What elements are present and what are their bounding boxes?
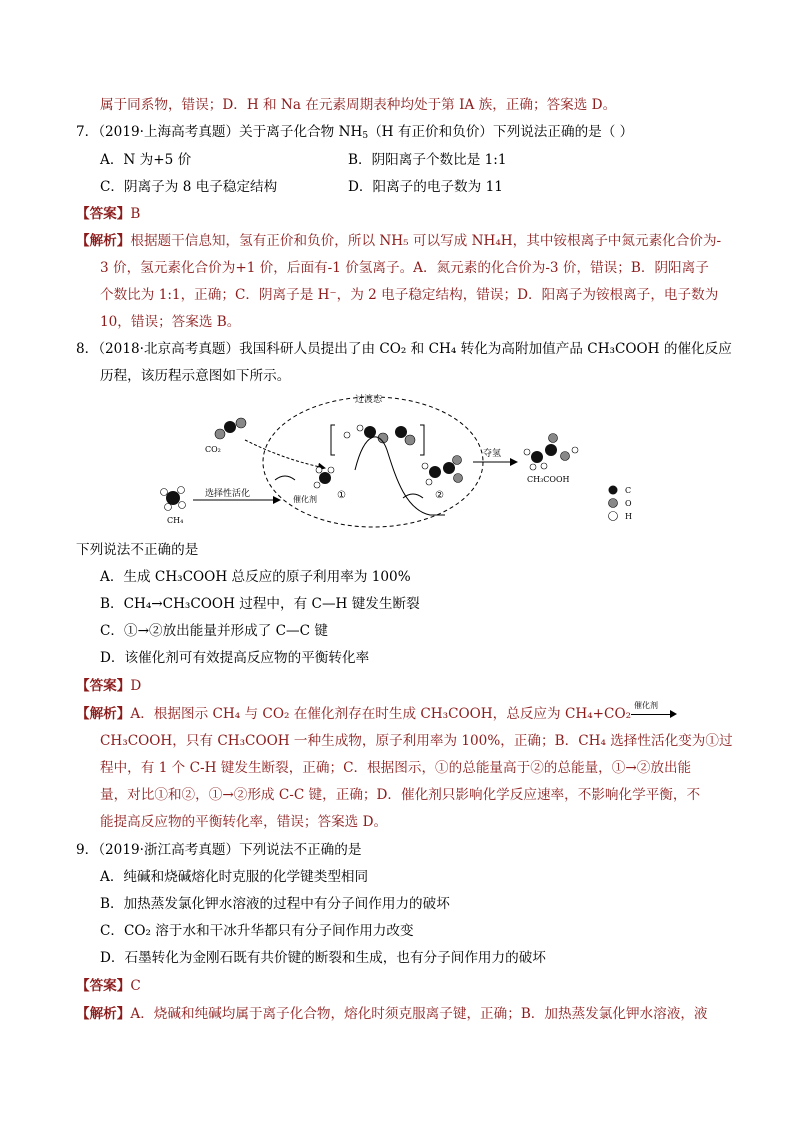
ch3cooh-molecule: [524, 434, 578, 471]
q8-option-c: C．①→②放出能量并形成了 C—C 键: [100, 623, 328, 639]
q8-option-d: D．该催化剂可有效提高反应物的平衡转化率: [100, 650, 370, 666]
q7-explanation-3: 个数比为 1:1，正确；C．阴离子是 H⁻，为 2 电子稳定结构，错误；D．阳离子为铵根离子，电子数为: [100, 287, 719, 303]
catalyst-reaction-arrow: 催化剂: [631, 705, 677, 719]
q7-explanation-4: 10，错误；答案选 B。: [100, 314, 241, 330]
legend-c: C: [625, 486, 632, 495]
step-2-label: ②: [435, 490, 444, 501]
reaction-mechanism-diagram: [155, 390, 640, 530]
h-abstraction-label: 夺氢: [483, 449, 502, 459]
co2-label: CO₂: [205, 445, 221, 454]
q8-answer: 【答案】D: [76, 678, 142, 694]
co2-molecule: [215, 418, 246, 439]
transition-state-label: 过渡态: [355, 395, 383, 405]
selective-activation-label: 选择性活化: [205, 489, 251, 499]
q8-explanation-2: CH₃COOH，只有 CH₃COOH 一种生成物，原子利用率为 100%，正确；B．CH₄ 选择性活化变为①过: [100, 733, 733, 749]
q8-option-b: B．CH₄→CH₃COOH 过程中，有 C—H 键发生断裂: [100, 596, 420, 612]
q8-explanation-5: 能提高反应物的平衡转化率，错误；答案选 D。: [100, 814, 388, 830]
transition-region-ellipse: [263, 397, 483, 527]
q9-answer: 【答案】C: [76, 978, 141, 994]
q7-explanation-2: 3 价，氢元素化合价为+1 价，后面有-1 价氢离子。A．氮元素的化合价为-3 价，错误；B．阴阳离子: [100, 260, 709, 276]
atom-legend: [609, 486, 618, 521]
q9-option-c: C．CO₂ 溶于水和干冰升华都只有分子间作用力改变: [100, 923, 414, 939]
prev-explanation-end: 属于同系物，错误；D．H 和 Na 在元素周期表种均处于第 IA 族，正确；答案选 D。: [100, 97, 617, 113]
ch3cooh-label: CH₃COOH: [527, 475, 570, 484]
q7-option-c: C．阴离子为 8 电子稳定结构: [100, 179, 278, 195]
q9-option-b: B．加热蒸发氯化钾水溶液的过程中有分子间作用力的破坏: [100, 896, 450, 912]
q9-explanation-1: 【解析】A．烧碱和纯碱均属于离子化合物，熔化时须克服离子键，正确；B．加热蒸发氯化钾水溶液，液: [76, 1006, 708, 1022]
q9-option-d: D．石墨转化为金刚石既有共价键的断裂和生成，也有分子间作用力的破坏: [100, 950, 546, 966]
intermediate-1: [275, 467, 334, 488]
q7-explanation-1: 【解析】根据题干信息知，氢有正价和负价，所以 NH₅ 可以写成 NH₄H，其中铵根离子中氮元素化合价为-: [76, 233, 722, 249]
q7-option-a: A．N 为+5 价: [100, 152, 192, 168]
q7-answer: 【答案】B: [76, 206, 141, 222]
legend-h: H: [625, 512, 632, 521]
q8-explanation-3: 程中，有 1 个 C-H 键发生断裂，正确；C．根据图示，①的总能量高于②的总能量，①→②放出能: [100, 760, 692, 776]
q8-stem-2: 历程，该历程示意图如下所示。: [100, 368, 291, 384]
ch4-molecule: [161, 487, 186, 511]
q8-explanation-1: 【解析】A．根据图示 CH₄ 与 CO₂ 在催化剂存在时生成 CH₃COOH，总反应为 CH₄+CO₂ 催化剂: [76, 704, 677, 724]
q8-question: 下列说法不正确的是: [76, 542, 199, 558]
q8-stem-1: 8．（2018·北京高考真题）我国科研人员提出了由 CO₂ 和 CH₄ 转化为高附加值产品 CH₃COOH 的催化反应: [76, 341, 732, 357]
ch4-label: CH₄: [167, 516, 184, 525]
q7-option-b: B．阴阳离子个数比是 1:1: [348, 152, 507, 168]
intermediate-2: [403, 456, 463, 499]
step-1-label: ①: [337, 490, 346, 501]
q8-option-a: A．生成 CH₃COOH 总反应的原子利用率为 100%: [100, 569, 411, 585]
catalyst-label: 催化剂: [293, 495, 317, 504]
co2-arrow: [245, 440, 325, 468]
q9-stem: 9．（2019·浙江高考真题）下列说法不正确的是: [76, 842, 362, 858]
transition-state-complex: [331, 425, 424, 455]
legend-o: O: [625, 499, 632, 508]
q7-option-d: D．阳离子的电子数为 11: [348, 179, 503, 195]
q9-option-a: A．纯碱和烧碱熔化时克服的化学键类型相同: [100, 869, 369, 885]
q7-stem: 7．（2019·上海高考真题）关于离子化合物 $NH_5(H$ 有正价和负价）下列说法正确的是（ ）: [76, 124, 634, 141]
q8-explanation-4: 量，对比①和②，①→②形成 C-C 键，正确；D．催化剂只影响化学反应速率，不影响化学平衡，不: [100, 787, 701, 803]
